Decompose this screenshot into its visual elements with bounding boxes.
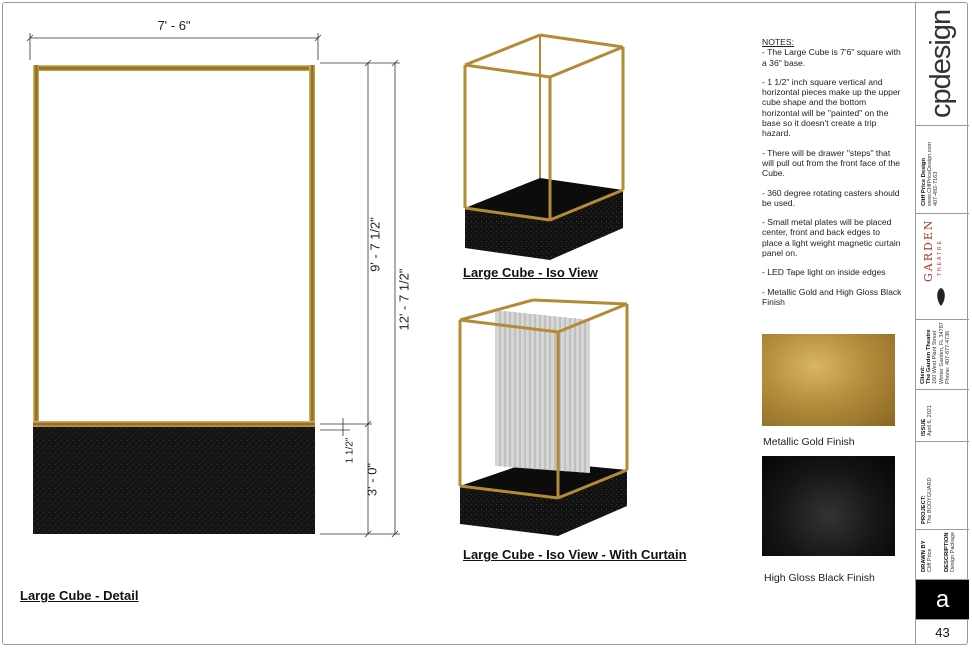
notes-heading: NOTES: (762, 37, 794, 47)
note-item: - Metallic Gold and High Gloss Black Finish (762, 286, 902, 307)
drawn-desc-cell (916, 530, 969, 580)
revision-badge: a (916, 580, 969, 620)
project-cell (916, 442, 969, 530)
client-phone: Phone: 407-877-4736 (944, 330, 951, 384)
iso-curtain-caption: Large Cube - Iso View - With Curtain (463, 547, 687, 562)
designer-name: Cliff Price Design (921, 158, 927, 206)
sheet-number: 43 (935, 625, 950, 640)
description-label: DESCRIPTION (944, 532, 950, 572)
client-name: The Garden Theatre (926, 329, 933, 384)
frame-bottom-rail (33, 421, 315, 427)
title-block (915, 2, 968, 645)
gold-finish-swatch (762, 334, 895, 426)
note-item: - Small metal plates will be placed center, front and back edges to place a light weight magnetic curtain panel on. (762, 217, 901, 259)
black-finish-label: High Gloss Black Finish (764, 572, 875, 584)
black-finish-swatch (762, 456, 895, 556)
project-info (921, 478, 933, 524)
note-item: - LED Tape light on inside edges (762, 267, 886, 278)
curtain-panel (495, 310, 590, 473)
theatre-mask-icon (934, 286, 948, 308)
cp-design-logo: cpdesign (925, 9, 957, 118)
client-cell (916, 320, 969, 390)
note-item: - 1 1/2" inch square vertical and horizontal pieces make up the upper cube shape and the bottom horizontal will be "painted" on the base so it doesn't create a trip hazard. (762, 76, 901, 139)
gold-finish-label: Metallic Gold Finish (763, 436, 855, 448)
issue-cell (916, 390, 969, 442)
client-info (920, 322, 951, 384)
description-value: Design Package (950, 531, 957, 572)
designer-cell (916, 126, 969, 214)
frame-left-post (33, 65, 39, 427)
drawn-by-info (921, 540, 933, 572)
issue-date: April 6, 2021 (927, 405, 934, 436)
client-city: Winter Garden, FL 34787 (938, 322, 945, 384)
iso-curtain-view (455, 298, 640, 538)
iso-caption: Large Cube - Iso View (463, 265, 598, 280)
iso-view (455, 30, 635, 260)
note-item: - 360 degree rotating casters should be used. (762, 187, 900, 208)
detail-frame-dimension: 1 1/2" (344, 437, 356, 464)
note-item: - The Large Cube is 7'6" square with a 36" base. (762, 47, 901, 68)
drawn-by-name: Cliff Price (927, 548, 934, 572)
note-item: - There will be drawer "steps" that will pull out from the front face of the Cube. (762, 147, 901, 179)
drawn-by-label: DRAWN BY (921, 540, 927, 572)
black-base (33, 427, 315, 534)
notes-block (762, 37, 902, 316)
project-name: The BODYGUARD (927, 477, 934, 524)
frame-right-post (309, 65, 315, 427)
designer-phone: 407-492-7163 (933, 171, 940, 206)
frame-top-rail (33, 65, 315, 71)
designer-web: www.CliffPriceDesign.com (927, 141, 934, 206)
detail-caption: Large Cube - Detail (20, 588, 139, 603)
client-label: Client: (920, 365, 926, 384)
project-label: PROJECT: (921, 495, 927, 524)
detail-base-height-dimension: 3' - 0" (364, 462, 380, 497)
client-address: 160 West Plant Street (932, 330, 939, 384)
description-info (944, 532, 956, 572)
issue-info (921, 405, 933, 436)
detail-width-dimension: 7' - 6" (157, 18, 191, 33)
client-logo-sub: THEATRE (937, 239, 943, 276)
detail-total-height-dimension: 12' - 7 1/2" (396, 268, 412, 331)
client-logo-cell (916, 214, 969, 320)
client-logo-main: GARDEN (922, 218, 935, 282)
issue-label: ISSUE (921, 418, 927, 436)
detail-upper-height-dimension: 9' - 7 1/2" (367, 217, 383, 272)
logo-cell (916, 2, 969, 126)
designer-info (921, 142, 940, 206)
